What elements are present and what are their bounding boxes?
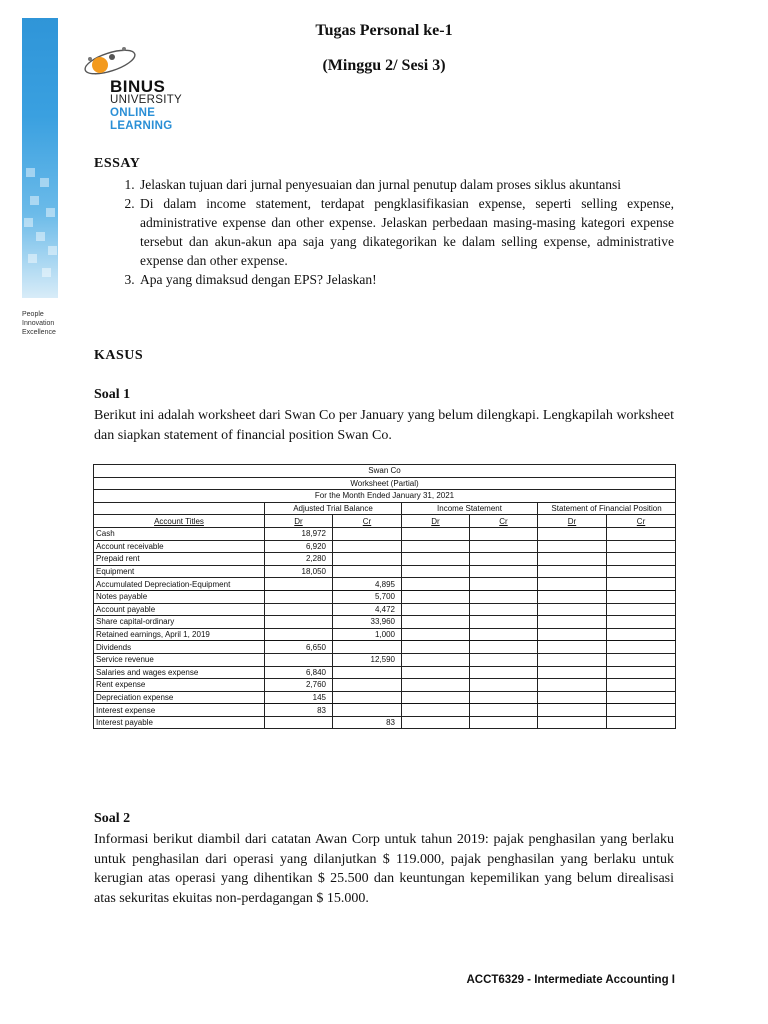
account-title: Accumulated Depreciation-Equipment (94, 578, 265, 591)
logo-text-university: UNIVERSITY (110, 94, 183, 106)
sfp-cr-cell (607, 540, 676, 553)
table-row (94, 578, 676, 591)
sfp-dr-cell (538, 565, 607, 578)
is-dr-cell (402, 603, 470, 616)
sfp-dr-cell (538, 578, 607, 591)
account-title: Equipment (94, 565, 265, 578)
footer-course: ACCT6329 - Intermediate Accounting I (466, 974, 675, 986)
account-title: Share capital-ordinary (94, 616, 265, 629)
sfp-dr-cell (538, 641, 607, 654)
sfp-cr-cell (607, 653, 676, 666)
account-title: Interest expense (94, 704, 265, 717)
atb-dr-cell: 145 (265, 691, 333, 704)
is-cr-cell (470, 666, 538, 679)
cr-header: Cr (470, 515, 538, 528)
table-row (94, 628, 676, 641)
account-titles-header: Account Titles (94, 515, 265, 528)
atb-dr-cell: 2,760 (265, 679, 333, 692)
worksheet-name: Worksheet (Partial) (94, 477, 676, 490)
sfp-dr-cell (538, 679, 607, 692)
atb-dr-cell: 6,920 (265, 540, 333, 553)
account-title: Account receivable (94, 540, 265, 553)
table-row (94, 603, 676, 616)
atb-dr-cell: 18,050 (265, 565, 333, 578)
table-row (94, 540, 676, 553)
sfp-cr-cell (607, 616, 676, 629)
sfp-dr-cell (538, 616, 607, 629)
account-title: Dividends (94, 641, 265, 654)
table-row (94, 565, 676, 578)
atb-cr-cell (333, 666, 402, 679)
atb-cr-cell (333, 691, 402, 704)
is-dr-cell (402, 641, 470, 654)
sfp-cr-cell (607, 691, 676, 704)
logo-text-online: ONLINE (110, 107, 156, 119)
sfp-cr-cell (607, 527, 676, 540)
atb-cr-cell (333, 641, 402, 654)
sfp-dr-cell (538, 527, 607, 540)
is-dr-cell (402, 691, 470, 704)
atb-dr-cell: 6,840 (265, 666, 333, 679)
sfp-dr-cell (538, 666, 607, 679)
soal1-text: Berikut ini adalah worksheet dari Swan Co per January yang belum dilengkapi. Lengkapilah worksheet dan siapkan statement of financial position Swan Co. (94, 408, 674, 443)
account-title: Rent expense (94, 679, 265, 692)
account-title: Service revenue (94, 653, 265, 666)
atb-dr-cell (265, 603, 333, 616)
is-dr-cell (402, 628, 470, 641)
is-cr-cell (470, 641, 538, 654)
atb-cr-cell: 4,895 (333, 578, 402, 591)
sfp-cr-cell (607, 578, 676, 591)
is-cr-cell (470, 628, 538, 641)
kasus-heading: KASUS (94, 348, 144, 363)
table-row (94, 616, 676, 629)
brand-tagline: People Innovation Excellence (22, 311, 56, 336)
binus-logo (80, 37, 210, 137)
account-title: Depreciation expense (94, 691, 265, 704)
essay-item: 3. Apa yang dimaksud dengan EPS? Jelaskan! (138, 270, 674, 289)
account-title: Cash (94, 527, 265, 540)
cr-header: Cr (607, 515, 676, 528)
is-dr-cell (402, 540, 470, 553)
essay-item: 2. Di dalam income statement, terdapat pengklasifikasian expense, seperti selling expense, administrative expense dan other expense. Jelaskan perbedaan masing-masing kategori expense tersebut dan akun-akun apa saja yang dikategorikan ke dalam selling expense, administrative expense dan other expense. (138, 194, 674, 270)
atb-dr-cell (265, 590, 333, 603)
is-cr-cell (470, 691, 538, 704)
dr-header: Dr (265, 515, 333, 528)
atb-cr-cell (333, 553, 402, 566)
is-cr-cell (470, 679, 538, 692)
atb-dr-cell (265, 653, 333, 666)
table-row (94, 527, 676, 540)
atb-cr-cell (333, 540, 402, 553)
table-row (94, 641, 676, 654)
atb-dr-cell: 18,972 (265, 527, 333, 540)
sfp-cr-cell (607, 628, 676, 641)
atb-cr-cell (333, 527, 402, 540)
sfp-cr-cell (607, 666, 676, 679)
worksheet-body (94, 527, 676, 729)
account-title: Salaries and wages expense (94, 666, 265, 679)
table-row (94, 691, 676, 704)
sfp-cr-cell (607, 641, 676, 654)
atb-dr-cell (265, 716, 333, 729)
essay-item: 1. Jelaskan tujuan dari jurnal penyesuaian dan jurnal penutup dalam proses siklus akuntansi (138, 175, 674, 194)
is-cr-cell (470, 616, 538, 629)
is-cr-cell (470, 716, 538, 729)
is-cr-cell (470, 527, 538, 540)
logo-text-learning: LEARNING (110, 120, 173, 132)
is-dr-cell (402, 565, 470, 578)
account-title: Prepaid rent (94, 553, 265, 566)
atb-dr-cell (265, 578, 333, 591)
table-row (94, 704, 676, 717)
table-row (94, 679, 676, 692)
sfp-cr-cell (607, 679, 676, 692)
is-dr-cell (402, 527, 470, 540)
atb-cr-cell: 5,700 (333, 590, 402, 603)
atb-cr-cell: 1,000 (333, 628, 402, 641)
atb-dr-cell: 6,650 (265, 641, 333, 654)
sfp-cr-cell (607, 716, 676, 729)
soal2-text: Informasi berikut diambil dari catatan Awan Corp untuk tahun 2019: pajak penghasilan yang berlaku untuk penghasilan dari operasi yang dilanjutkan $ 119.000, pajak penghasilan yang berlaku untuk kerugian atas operasi yang dihentikan $ 25.500 dan keuntungan kepemilikan yang belum direalisasi atas sekuritas ekuitas non-perdagangan $ 15.000. (94, 832, 674, 906)
group-header: Income Statement (402, 502, 538, 515)
is-dr-cell (402, 704, 470, 717)
essay-list (94, 175, 674, 289)
sfp-dr-cell (538, 704, 607, 717)
is-cr-cell (470, 553, 538, 566)
sfp-cr-cell (607, 565, 676, 578)
atb-cr-cell (333, 704, 402, 717)
page-title: Tugas Personal ke-1 (315, 22, 453, 39)
is-dr-cell (402, 553, 470, 566)
worksheet-company: Swan Co (94, 465, 676, 478)
is-dr-cell (402, 666, 470, 679)
atb-cr-cell: 12,590 (333, 653, 402, 666)
sfp-cr-cell (607, 590, 676, 603)
atb-cr-cell: 4,472 (333, 603, 402, 616)
sfp-dr-cell (538, 628, 607, 641)
atb-dr-cell (265, 616, 333, 629)
worksheet-period: For the Month Ended January 31, 2021 (94, 490, 676, 503)
atb-dr-cell: 2,280 (265, 553, 333, 566)
sfp-dr-cell (538, 590, 607, 603)
sfp-cr-cell (607, 603, 676, 616)
soal1-title: Soal 1 (94, 387, 131, 402)
is-cr-cell (470, 565, 538, 578)
account-title: Retained earnings, April 1, 2019 (94, 628, 265, 641)
table-row (94, 590, 676, 603)
logo-text-binus: BINUS (110, 77, 166, 96)
cr-header: Cr (333, 515, 402, 528)
group-header: Statement of Financial Position (538, 502, 676, 515)
essay-heading: ESSAY (94, 156, 141, 171)
sfp-dr-cell (538, 691, 607, 704)
atb-cr-cell (333, 679, 402, 692)
page-subtitle: (Minggu 2/ Sesi 3) (322, 57, 446, 74)
sfp-dr-cell (538, 540, 607, 553)
sfp-cr-cell (607, 704, 676, 717)
atb-cr-cell: 33,960 (333, 616, 402, 629)
atb-cr-cell (333, 565, 402, 578)
is-dr-cell (402, 716, 470, 729)
is-cr-cell (470, 578, 538, 591)
atb-dr-cell (265, 628, 333, 641)
dr-header: Dr (538, 515, 607, 528)
is-dr-cell (402, 578, 470, 591)
is-dr-cell (402, 679, 470, 692)
is-cr-cell (470, 540, 538, 553)
is-dr-cell (402, 616, 470, 629)
group-header: Adjusted Trial Balance (265, 502, 402, 515)
is-cr-cell (470, 590, 538, 603)
table-row (94, 666, 676, 679)
is-dr-cell (402, 590, 470, 603)
sfp-dr-cell (538, 653, 607, 666)
is-cr-cell (470, 653, 538, 666)
is-cr-cell (470, 603, 538, 616)
is-dr-cell (402, 653, 470, 666)
account-title: Notes payable (94, 590, 265, 603)
sfp-cr-cell (607, 553, 676, 566)
sfp-dr-cell (538, 603, 607, 616)
is-cr-cell (470, 704, 538, 717)
table-row (94, 716, 676, 729)
table-row (94, 553, 676, 566)
worksheet-table (93, 464, 676, 729)
account-title: Account payable (94, 603, 265, 616)
table-row (94, 653, 676, 666)
soal2-title: Soal 2 (94, 811, 131, 826)
dr-header: Dr (402, 515, 470, 528)
sfp-dr-cell (538, 716, 607, 729)
sfp-dr-cell (538, 553, 607, 566)
atb-dr-cell: 83 (265, 704, 333, 717)
atb-cr-cell: 83 (333, 716, 402, 729)
account-title: Interest payable (94, 716, 265, 729)
